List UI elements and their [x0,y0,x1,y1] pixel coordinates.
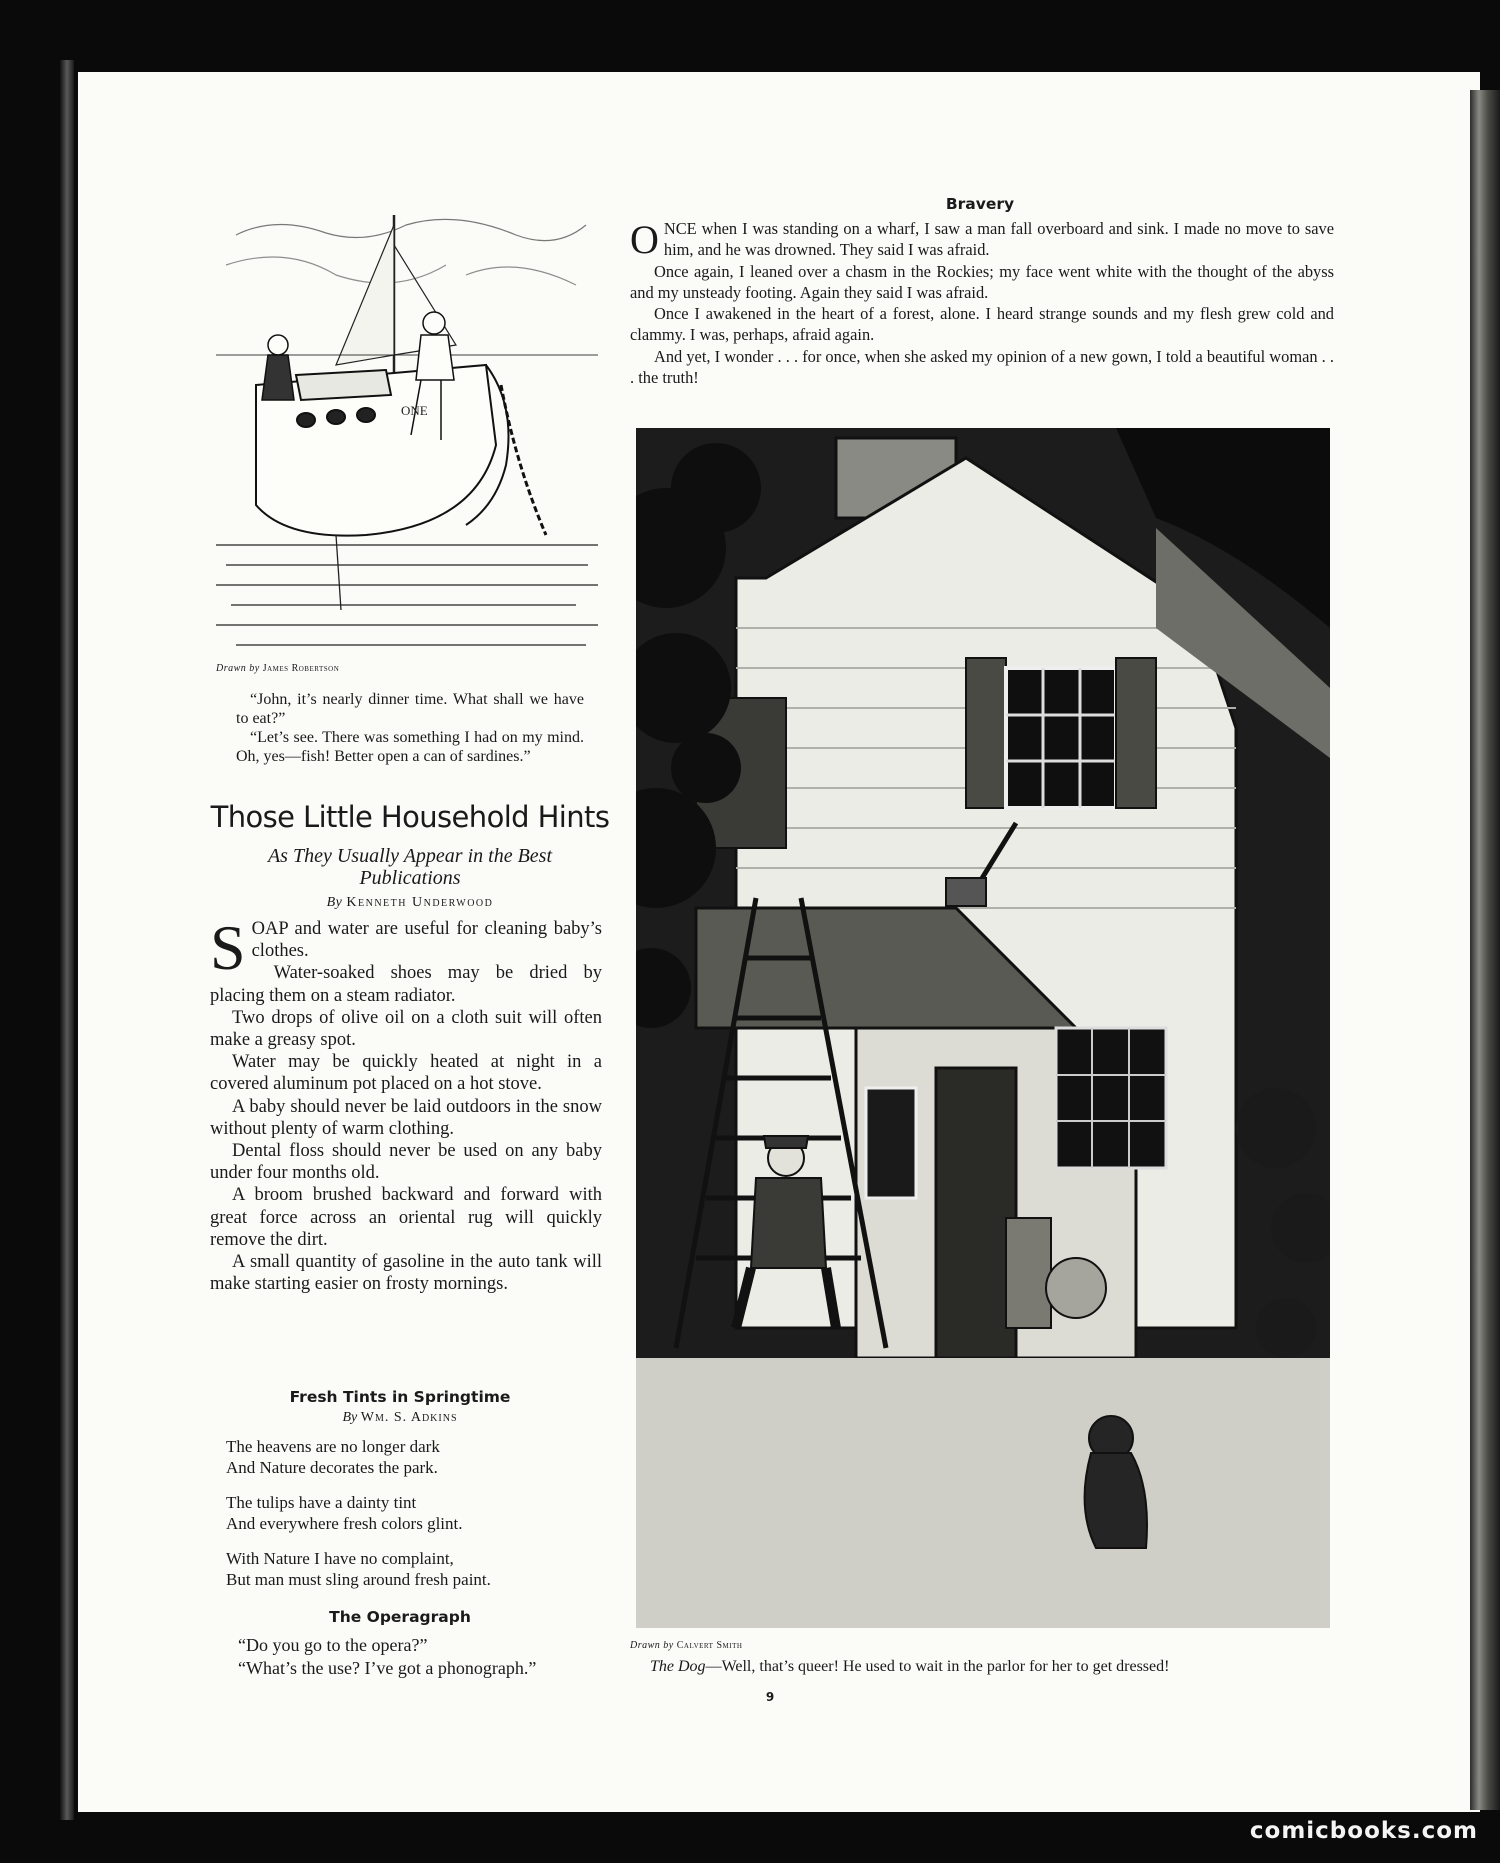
byline-prefix: By [342,1410,358,1425]
site-watermark: comicbooks.com [1249,1818,1478,1844]
poem-title: Fresh Tints in Springtime [289,1388,511,1406]
caption-speaker: The Dog [650,1658,706,1675]
poem-line: The tulips have a dainty tint [226,1493,417,1512]
poem-line: And Nature decorates the park. [226,1458,438,1477]
dialogue-line: “What’s the use? I’ve got a phonograph.” [238,1658,537,1678]
hint-paragraph: Water may be quickly heated at night in a covered aluminum pot placed on a hot stove. [210,1052,602,1095]
byline-prefix: By [326,895,343,910]
credit-artist: James Robertson [262,663,340,674]
poem-byline [230,1410,570,1426]
poem-line: With Nature I have no complaint, [226,1549,454,1568]
page-number: 9 [765,1690,775,1704]
hints-byline [210,895,610,911]
cartoon-1-credit [216,663,339,674]
poem-line: And everywhere fresh colors glint. [226,1514,463,1533]
hint-paragraph: Two drops of olive oil on a cloth suit will often make a greasy spot. [210,1007,602,1051]
cartoon-2-caption [650,1658,1340,1676]
hint-paragraph: OAP and water are useful for cleaning baby’s clothes. [251,919,602,962]
poem-body [226,1436,606,1604]
credit-prefix: Drawn by [216,663,260,674]
poem-stanza [226,1548,606,1590]
subtitle-line: As They Usually Appear in the Best [267,845,553,867]
poem-line: But man must sling around fresh paint. [226,1570,491,1589]
hint-paragraph: A broom brushed backward and forward with great force across an oriental rug will quickly remove the dirt. [210,1185,602,1250]
house-dog-cartoon [636,428,1330,1628]
hints-title: Those Little Household Hints [210,800,610,834]
hint-paragraph: A small quantity of gasoline in the auto tank will make starting easier on frosty mornings. [210,1252,602,1295]
dialogue-line: “Do you go to the opera?” [238,1635,428,1655]
book-gutter [60,60,74,1820]
drop-cap: O [630,217,659,262]
bravery-title: Bravery [945,195,1015,213]
drop-cap: S [210,912,246,983]
credit-prefix: Drawn by [630,1640,674,1651]
bravery-paragraph: Once I awakened in the heart of a forest, alone. I heard strange sounds and my flesh grew cold and clammy. I was, perhaps, afraid again. [630,304,1334,345]
page-stack-edge [1470,90,1500,1810]
hints-body [210,912,602,1295]
bravery-body [630,218,1334,388]
poem-stanza [226,1436,606,1478]
operagraph-body [226,1634,616,1680]
sailboat-cartoon [216,205,598,655]
credit-artist: Calvert Smith [676,1640,743,1651]
hints-subtitle [210,845,610,889]
hint-paragraph: Water-soaked shoes may be dried by placing them on a steam radiator. [210,963,602,1006]
subtitle-line: Publications [359,867,461,889]
bravery-paragraph: And yet, I wonder . . . for once, when she asked my opinion of a new gown, I told a beautiful woman . . . the truth! [630,346,1334,388]
poem-stanza [226,1492,606,1534]
cartoon-2-credit [630,1640,742,1651]
poem-line: The heavens are no longer dark [226,1437,440,1456]
hint-paragraph: Dental floss should never be used on any baby under four months old. [210,1141,602,1184]
operagraph-title: The Operagraph [329,1608,471,1626]
byline-author: Kenneth Underwood [346,895,494,910]
boat-name: ONE [401,403,428,418]
bravery-paragraph: Once again, I leaned over a chasm in the Rockies; my face went white with the thought of the abyss and my unsteady footing. Again they said I was afraid. [630,261,1334,302]
hint-paragraph: A baby should never be laid outdoors in the snow without plenty of warm clothing. [210,1096,602,1139]
caption-line: “John, it’s nearly dinner time. What shall we have to eat?” [236,691,584,727]
caption-line: “Let’s see. There was something I had on my mind. Oh, yes—fish! Better open a can of sardines.” [236,729,584,765]
caption-text: —Well, that’s queer! He used to wait in the parlor for her to get dressed! [705,1658,1170,1675]
cartoon-1-caption [236,690,584,766]
bravery-paragraph: NCE when I was standing on a wharf, I saw a man fall overboard and sink. I made no move to save him, and he was drowned. They said I was afraid. [663,219,1334,260]
byline-author: Wm. S. Adkins [360,1410,458,1425]
